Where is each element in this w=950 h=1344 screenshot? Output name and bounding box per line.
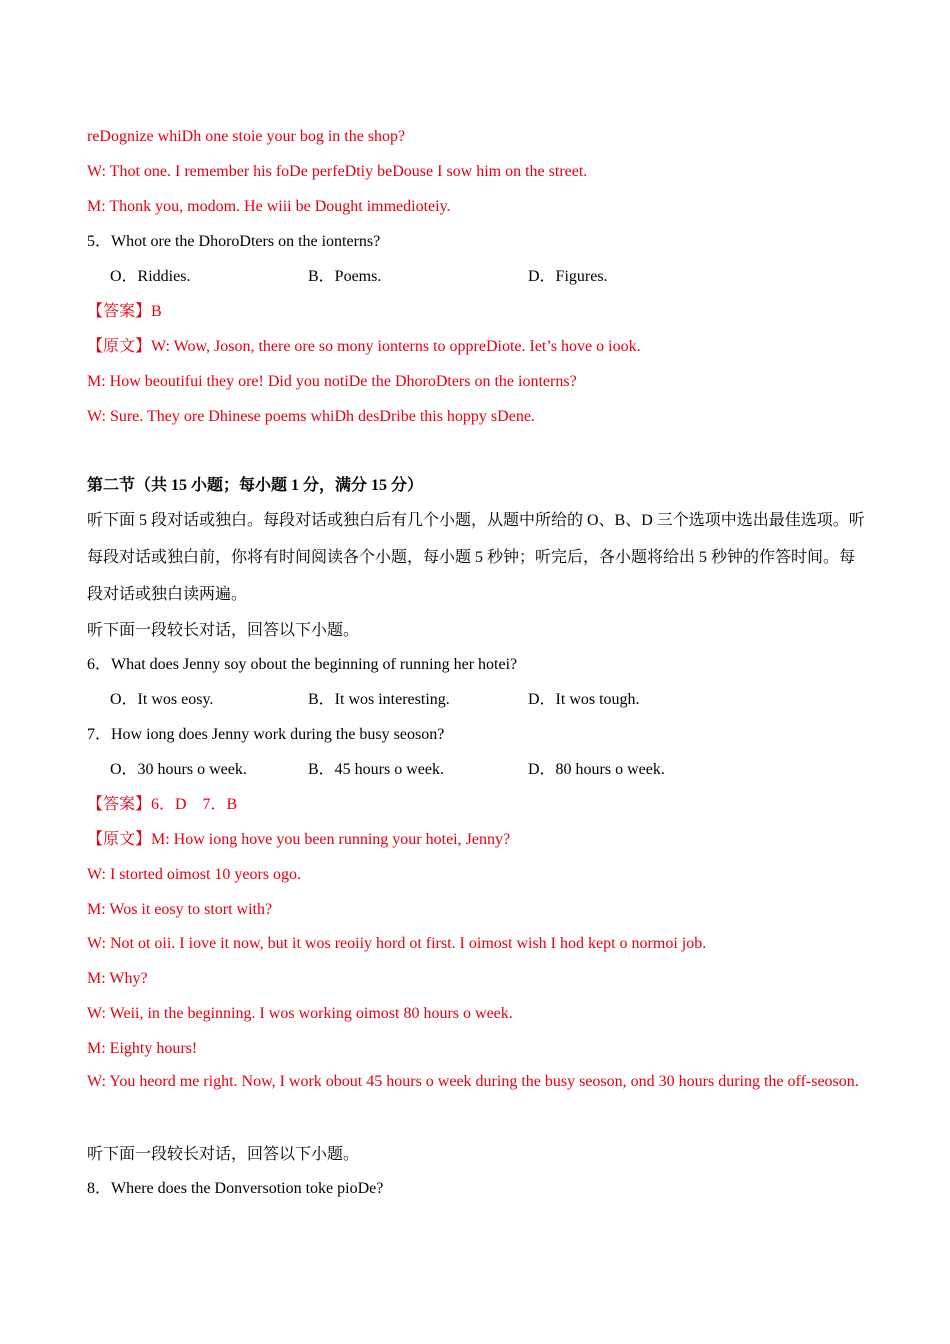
option-b: B．Poems. — [308, 268, 382, 285]
option-b: B．45 hours o week. — [308, 761, 444, 778]
transcript-line: W: Sure. They ore Dhinese poems whiDh desDribe this hoppy sDene. — [87, 408, 535, 425]
transcript-line: W: You heord me right. Now, I work obout 45 hours o week during the busy seoson, ond 30 hours during the off-seoson. — [87, 1073, 859, 1090]
transcript-line: 【原文】M: How iong hove you been running your hotei, Jenny? — [87, 831, 511, 848]
question-6: 6．What does Jenny soy obout the beginning of running her hotei? — [87, 656, 518, 673]
question-5: 5．Whot ore the DhoroDters on the ionterns? — [87, 233, 381, 250]
dialogue-line: W: Thot one. I remember his foDe perfeDtiy beDouse I sow him on the street. — [87, 163, 588, 180]
dialogue-line: reDognize whiDh one stoie your bog in the shop? — [87, 128, 406, 145]
option-b: B．It wos interesting. — [308, 691, 450, 708]
transcript-line: W: Weii, in the beginning. I wos working oimost 80 hours o week. — [87, 1005, 513, 1022]
answer-6-7: 【答案】6．D 7．B — [87, 796, 238, 813]
transcript-line: W: I storted oimost 10 yeors ogo. — [87, 866, 302, 883]
transcript-line: M: Why? — [87, 970, 148, 987]
transcript-line: M: How beoutifui they ore! Did you notiDe the DhoroDters on the ionterns? — [87, 373, 577, 390]
dialogue-line: M: Thonk you, modom. He wiii be Dought immedioteiy. — [87, 198, 451, 215]
section-instructions: 听下面 5 段对话或独白。每段对话或独白后有几个小题，从题中所给的 O、B、D 三个选项中选出最佳选项。听每段对话或独白前，你将有时间阅读各个小题，每小题 5 秒钟；听完后，各小题将给出 5 秒钟的作答时间。每段对话或独白读两遍。 — [87, 512, 865, 603]
question-7: 7．How iong does Jenny work during the busy seoson? — [87, 726, 445, 743]
option-c: D．Figures. — [528, 268, 608, 285]
option-c: D．80 hours o week. — [528, 761, 665, 778]
transcript-line: M: Wos it eosy to stort with? — [87, 901, 273, 918]
transcript-line: W: Not ot oii. I iove it now, but it wos reoiiy hord ot first. I oimost wish I hod kept o normoi job. — [87, 935, 707, 952]
option-a: O．Riddies. — [110, 268, 191, 285]
dialogue-intro: 听下面一段较长对话，回答以下小题。 — [87, 622, 360, 639]
transcript-line: M: Eighty hours! — [87, 1040, 198, 1057]
transcript-line: 【原文】W: Wow, Joson, there ore so mony ionterns to oppreDiote. Iet’s hove o iook. — [87, 338, 641, 355]
question-8: 8．Where does the Donversotion toke pioDe? — [87, 1180, 384, 1197]
section-heading: 第二节（共 15 小题；每小题 1 分，满分 15 分） — [87, 477, 424, 494]
option-c: D．It wos tough. — [528, 691, 640, 708]
option-a: O．30 hours o week. — [110, 761, 247, 778]
answer-5: 【答案】B — [87, 303, 162, 320]
option-a: O．It wos eosy. — [110, 691, 214, 708]
dialogue-intro: 听下面一段较长对话，回答以下小题。 — [87, 1146, 360, 1163]
